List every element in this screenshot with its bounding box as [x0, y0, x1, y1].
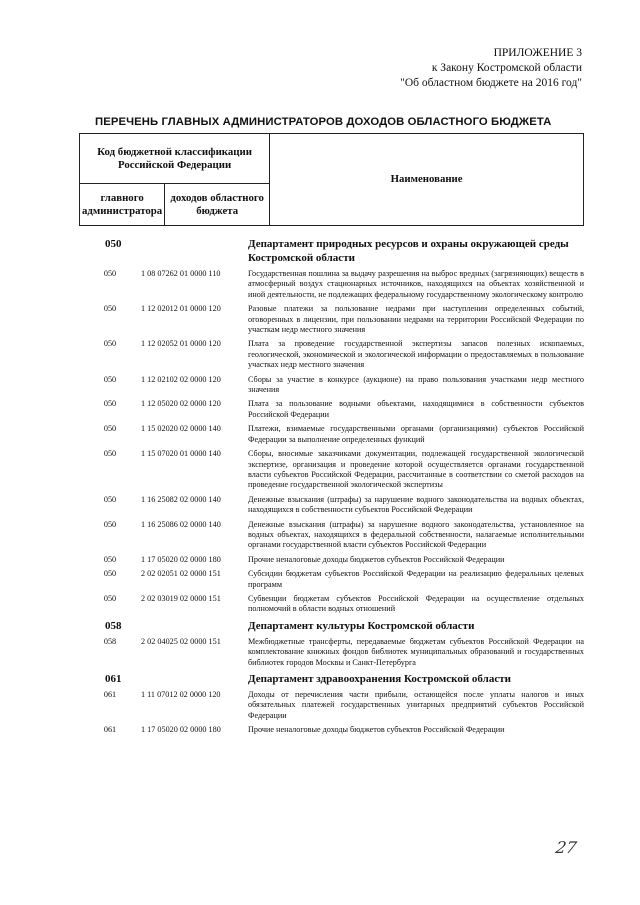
income-code-cell: 1 16 25082 02 0000 140 — [141, 494, 221, 504]
income-code-cell: 1 12 02052 01 0000 120 — [141, 339, 221, 349]
admin-code-cell: 050 — [103, 424, 117, 434]
table-row — [79, 399, 584, 420]
table-row — [79, 555, 584, 565]
income-code-cell: 2 02 04025 02 0000 151 — [141, 636, 221, 646]
name-cell: Доходы от перечисления части прибыли, остающейся после уплаты налогов и иных обязательных платежей государственных унитарных предприятий субъектов Российской Федерации — [248, 690, 584, 720]
admin-code-cell: 050 — [103, 554, 117, 564]
admin-code-cell: 050 — [103, 569, 117, 579]
name-cell: Государственная пошлина за выдачу разрешения на выброс вредных (загрязняющих) веществ в атмосферный воздух стационарных источников, находящихся на объектах хозяйственной и иной деятельности, не подлежащих федеральному государственному экологическому контролю — [248, 269, 584, 299]
income-code-cell: 1 17 05020 02 0000 180 — [141, 554, 221, 564]
name-cell: Субвенции бюджетам субъектов Российской Федерации на осуществление отдельных полномочий в области водных отношений — [248, 593, 584, 614]
admin-code-cell: 050 — [103, 494, 117, 504]
admin-code-cell: 050 — [103, 593, 117, 603]
name-cell: Прочие неналоговые доходы бюджетов субъектов Российской Федерации — [248, 554, 505, 564]
appendix-header — [400, 46, 582, 91]
admin-code-cell: 050 — [103, 519, 117, 529]
table-body — [79, 237, 584, 740]
admin-code-cell: 061 — [105, 673, 122, 685]
table-row — [79, 637, 584, 668]
income-code-cell — [141, 237, 245, 265]
income-code-cell: 1 16 25086 02 0000 140 — [141, 519, 221, 529]
table-row — [79, 375, 584, 396]
income-code-cell — [141, 672, 245, 686]
admin-code-cell: 050 — [103, 399, 117, 409]
admin-code-cell: 050 — [103, 304, 117, 314]
name-cell: Департамент здравоохранения Костромской области — [248, 673, 511, 685]
admin-column-header: главного администратора — [80, 184, 165, 226]
table-row — [79, 690, 584, 721]
name-cell: Денежные взыскания (штрафы) за нарушение водного законодательства, установленное на водных объектах, находящихся в федеральной собственности, налагаемые исполнительными органами государственной власти субъектов Российской Федерации — [248, 519, 584, 550]
income-column-header: доходов областного бюджета — [165, 184, 270, 226]
name-cell: Межбюджетные трансферты, передаваемые бюджетам субъектов Российской Федерации на комплектование книжных фондов библиотек муниципальных образований и государственных библиотек городов Москвы и Санкт-Петербурга — [248, 636, 584, 667]
admin-code-cell: 058 — [103, 636, 117, 646]
income-code-cell: 2 02 02051 02 0000 151 — [141, 569, 221, 579]
table-row — [79, 520, 584, 551]
table-row — [79, 449, 584, 491]
page-number-handwritten: 27 — [553, 838, 578, 857]
income-code-cell: 1 11 07012 02 0000 120 — [141, 690, 221, 699]
appendix-number: ПРИЛОЖЕНИЕ 3 — [493, 47, 582, 59]
appendix-law: к Закону Костромской области — [431, 62, 582, 74]
admin-code-cell: 050 — [105, 238, 122, 250]
income-code-cell: 1 15 02020 02 0000 140 — [141, 424, 221, 434]
admin-code-cell: 050 — [103, 339, 117, 349]
admin-code-cell: 050 — [103, 449, 117, 459]
department-row — [79, 672, 584, 686]
table-header — [79, 133, 584, 226]
name-cell: Департамент культуры Костромской области — [248, 619, 475, 632]
code-group-header: Код бюджетной классификации Российской Федерации — [80, 134, 270, 184]
name-cell: Денежные взыскания (штрафы) за нарушение водного законодательства на водных объектах, находящихся в собственности субъектов Российской Федерации — [248, 494, 584, 515]
admin-code-cell: 058 — [105, 619, 122, 632]
income-code-cell — [141, 619, 245, 633]
name-cell: Департамент природных ресурсов и охраны окружающей среды Костромской области — [248, 238, 569, 264]
table-row — [79, 495, 584, 516]
income-code-cell: 2 02 03019 02 0000 151 — [141, 593, 221, 603]
table-row — [79, 725, 584, 735]
name-cell: Плата за пользование водными объектами, находящимися в собственности субъектов Российской Федерации — [248, 399, 584, 419]
table-row — [79, 424, 584, 445]
name-column-header: Наименование — [270, 134, 584, 226]
appendix-law-title: "Об областном бюджете на 2016 год" — [400, 77, 582, 89]
income-code-cell: 1 08 07262 01 0000 110 — [141, 269, 221, 278]
income-code-cell: 1 12 02012 01 0000 120 — [141, 304, 221, 314]
table-row — [79, 304, 584, 335]
department-row — [79, 619, 584, 633]
admin-code-cell: 050 — [103, 374, 117, 384]
table-row — [79, 569, 584, 590]
name-cell: Платежи, взимаемые государственными органами (организациями) субъектов Российской Федерации за выполнение определенных функций — [248, 424, 584, 444]
table-row — [79, 339, 584, 370]
income-code-cell: 1 12 05020 02 0000 120 — [141, 399, 221, 409]
document-title: ПЕРЕЧЕНЬ ГЛАВНЫХ АДМИНИСТРАТОРОВ ДОХОДОВ ОБЛАСТНОГО БЮДЖЕТА — [95, 116, 552, 128]
department-row — [79, 237, 584, 265]
admin-code-cell: 050 — [103, 269, 117, 278]
admin-code-cell: 061 — [103, 690, 117, 699]
name-cell: Субсидии бюджетам субъектов Российской Федерации на реализацию федеральных целевых программ — [248, 569, 584, 589]
name-cell: Прочие неналоговые доходы бюджетов субъектов Российской Федерации — [248, 725, 505, 735]
table-row — [79, 594, 584, 615]
income-code-cell: 1 17 05020 02 0000 180 — [141, 725, 221, 735]
admin-code-cell: 061 — [103, 725, 117, 735]
income-code-cell: 1 15 07020 01 0000 140 — [141, 449, 221, 459]
table-row — [79, 269, 584, 300]
name-cell: Плата за проведение государственной экспертизы запасов полезных ископаемых, геологической, экономической и экологической информации о предоставляемых в пользование участках недр местного значения — [248, 339, 584, 370]
name-cell: Сборы за участие в конкурсе (аукционе) на право пользования участками недр местного значения — [248, 374, 584, 395]
income-code-cell: 1 12 02102 02 0000 120 — [141, 374, 221, 384]
name-cell: Сборы, вносимые заказчиками документации, подлежащей государственной экологической экспертизе, организация и проведение которой осуществляется органами государственной власти субъектов Российской Федерации, рассчитанные в соответствии со сметой расходов на проведение государственной экологической экспертизы — [248, 449, 584, 490]
name-cell: Разовые платежи за пользование недрами при наступлении определенных событий, оговоренных в лицензии, при пользовании недрами на территории Российской Федерации по участкам недр местного значения — [248, 304, 584, 335]
